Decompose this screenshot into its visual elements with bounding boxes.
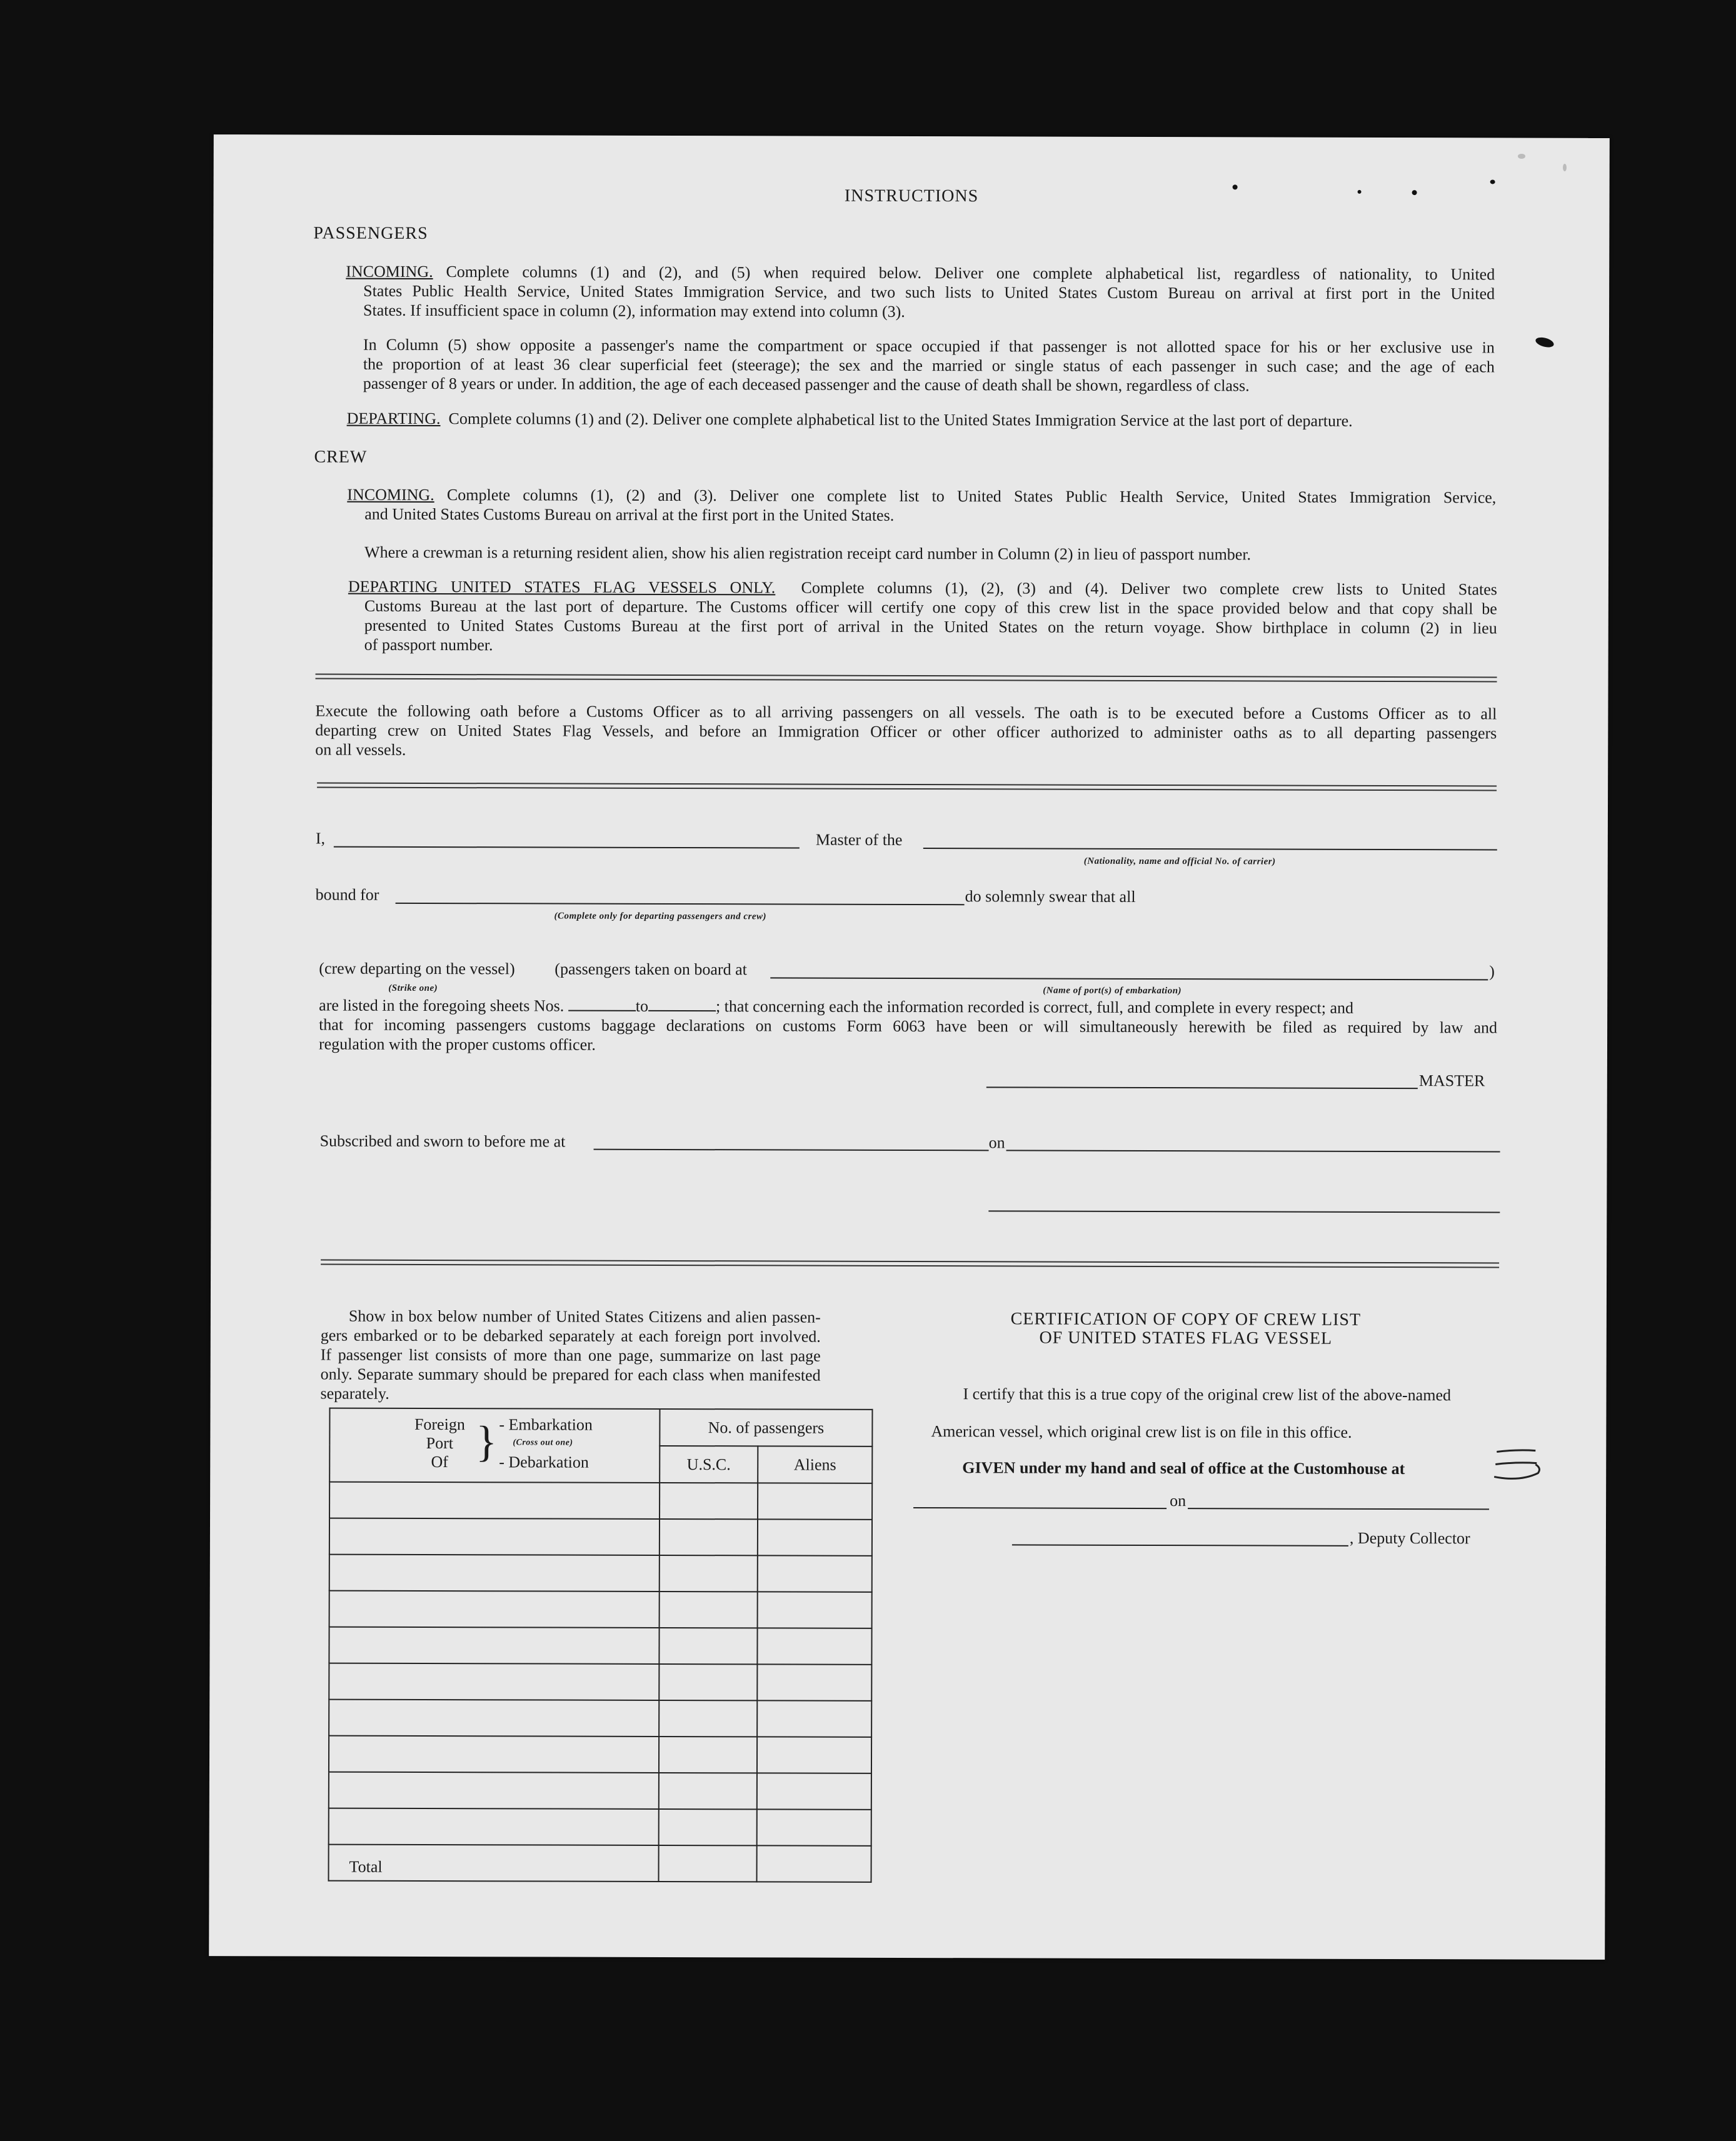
sworn-date-field[interactable] xyxy=(1006,1150,1500,1152)
bound-for-label: bound for xyxy=(315,885,379,904)
listed-to: to xyxy=(635,996,649,1015)
passenger-summary-table xyxy=(328,1408,873,1883)
passengers-departing xyxy=(347,409,1353,431)
aliens-cell[interactable] xyxy=(758,1592,872,1628)
usc-cell[interactable] xyxy=(659,1700,757,1737)
scan-specks xyxy=(214,134,1610,138)
crew-departing-line2: Customs Bureau at the last port of departure. The Customs officer will certify one copy of this crew list in the space provided below and that copy shall be xyxy=(364,596,1497,618)
divider xyxy=(317,783,1497,791)
crew-departing-line1 xyxy=(348,577,1497,599)
sheet-from-field[interactable] xyxy=(568,1010,636,1011)
officer-signature-field[interactable] xyxy=(988,1210,1500,1213)
certify-line3 xyxy=(962,1458,1405,1478)
usc-cell[interactable] xyxy=(659,1773,757,1809)
table-row xyxy=(329,1555,872,1592)
port-cell[interactable] xyxy=(329,1591,660,1628)
divider xyxy=(321,1260,1499,1268)
aliens-cell[interactable] xyxy=(757,1809,871,1845)
oath-instr-line2: departing crew on United States Flag Vessels, and before an Immigration Officer or other officer authorized to administer oaths as to all departing passengers xyxy=(315,721,1497,743)
text: Complete columns (1) and (2). Deliver one complete alphabetical list to the United States Immigration Service at the last port of departure. xyxy=(448,409,1353,430)
foreign-label: Foreign xyxy=(414,1415,465,1434)
aliens-cell[interactable] xyxy=(757,1737,871,1773)
customhouse-place-field[interactable] xyxy=(913,1507,1167,1509)
text: Complete columns (1), (2) and (3). Deliver one complete list to United States Public Health Service, United States Immigration Service, xyxy=(446,486,1497,507)
incoming-label: INCOMING. xyxy=(347,485,434,504)
deputy-signature-field[interactable] xyxy=(1012,1544,1348,1546)
listed-a: are listed in the foregoing sheets Nos. xyxy=(319,996,564,1015)
aliens-cell[interactable] xyxy=(758,1519,872,1555)
usc-cell[interactable] xyxy=(660,1483,758,1519)
total-label: Total xyxy=(329,1845,659,1882)
departing-label: DEPARTING. xyxy=(346,409,441,428)
on-label: on xyxy=(988,1133,1005,1152)
close-paren: ) xyxy=(1489,962,1495,981)
port-cell[interactable] xyxy=(329,1700,659,1737)
oath-instr-line3: on all vessels. xyxy=(315,740,406,759)
page-title: INSTRUCTIONS xyxy=(844,186,979,206)
handwritten-mark-icon xyxy=(1492,1445,1548,1489)
usc-cell[interactable] xyxy=(659,1809,757,1845)
crew-incoming-line2: and United States Customs Bureau on arrival at the first port in the United States. xyxy=(364,504,895,524)
usc-cell[interactable] xyxy=(660,1592,758,1628)
table-row xyxy=(329,1591,872,1628)
summary-note-line1: Show in box below number of United States Citizens and alien passen- xyxy=(348,1306,821,1326)
aliens-cell[interactable] xyxy=(757,1773,871,1809)
no-passengers-header: No. of passengers xyxy=(660,1409,872,1447)
column5-line1: In Column (5) show opposite a passenger's name the compartment or space occupied if that passenger is not allotted space for his or her exclusive use in xyxy=(363,335,1495,357)
crew-incoming-line1 xyxy=(347,485,1496,508)
crew-resident-alien: Where a crewman is a returning resident alien, show his alien registration receipt card number in Column (2) in lieu of passport number. xyxy=(364,543,1252,564)
embarkation-option: - Embarkation xyxy=(499,1415,593,1434)
aliens-total-cell[interactable] xyxy=(757,1845,871,1882)
table-row xyxy=(329,1518,872,1556)
oath-line2: that for incoming passengers customs baggage declarations on customs Form 6063 have been or will simultaneously herewith be filed as required by law and xyxy=(319,1015,1498,1037)
background-speck xyxy=(1518,154,1525,159)
divider xyxy=(316,674,1497,683)
port-header-cell xyxy=(329,1408,660,1483)
swear-label: do solemnly swear that all xyxy=(965,887,1136,906)
master-signature-field[interactable] xyxy=(986,1086,1418,1089)
carrier-caption: (Nationality, name and official No. of carrier) xyxy=(1083,856,1276,867)
table-row xyxy=(329,1700,871,1737)
crew-heading: CREW xyxy=(314,447,368,467)
summary-note-line3: If passenger list consists of more than one page, summarize on last page xyxy=(320,1345,821,1365)
port-label: Port xyxy=(426,1433,454,1453)
of-label: Of xyxy=(431,1452,449,1472)
bound-for-caption: (Complete only for departing passengers and crew) xyxy=(554,911,767,922)
port-cell[interactable] xyxy=(329,1482,660,1519)
table-row xyxy=(329,1772,871,1810)
certify-line2: American vessel, which original crew list is on file in this office. xyxy=(931,1422,1352,1442)
text: Complete columns (1) and (2), and (5) when required below. Deliver one complete alphabetical list, regardless of nationality, to United xyxy=(446,263,1495,284)
listed-b: ; that concerning each the information recorded is correct, full, and complete in every respect; and xyxy=(715,997,1354,1017)
port-cell[interactable] xyxy=(329,1555,660,1592)
usc-cell[interactable] xyxy=(659,1628,757,1664)
table-header-row xyxy=(329,1408,872,1447)
summary-note-line5: separately. xyxy=(320,1384,389,1403)
usc-header: U.S.C. xyxy=(660,1446,758,1483)
sworn-place-field[interactable] xyxy=(594,1149,989,1151)
port-cell[interactable] xyxy=(329,1772,659,1809)
ports-field[interactable] xyxy=(770,977,1488,980)
usc-cell[interactable] xyxy=(659,1664,757,1700)
crew-departing-line3: presented to United States Customs Bureau at the first port of arrival in the United States on the return voyage. Show birthplace in column (2) in lieu xyxy=(364,616,1497,638)
cert-on-label: on xyxy=(1170,1492,1187,1510)
listed-sheets-line xyxy=(319,996,1353,1018)
aliens-cell[interactable] xyxy=(758,1483,872,1519)
passengers-incoming-line3: States. If insufficient space in column (2), information may extend into column (3). xyxy=(363,301,905,321)
cross-out-caption: (Cross out one) xyxy=(513,1438,573,1448)
aliens-header: Aliens xyxy=(758,1446,872,1483)
table-total-row xyxy=(329,1845,871,1882)
master-name-field[interactable] xyxy=(334,846,800,849)
oath-i-label: I, xyxy=(315,829,326,848)
crew-departing-line4: of passport number. xyxy=(364,635,493,654)
departing-flag-label: DEPARTING UNITED STATES FLAG VESSELS ONLY. xyxy=(348,577,776,597)
passengers-incoming-line1 xyxy=(346,262,1495,284)
summary-note-line2: gers embarked or to be debarked separately at each foreign port involved. xyxy=(320,1326,821,1346)
usc-cell[interactable] xyxy=(660,1519,758,1555)
master-label: MASTER xyxy=(1418,1071,1485,1090)
carrier-field[interactable] xyxy=(923,848,1497,850)
passengers-taken-option: (passengers taken on board at xyxy=(554,960,747,979)
port-cell[interactable] xyxy=(329,1808,659,1845)
debarkation-option: - Debarkation xyxy=(499,1453,589,1472)
crew-departing-option: (crew departing on the vessel) xyxy=(319,959,515,978)
given-label: GIVEN under my hand and seal of office at the Customhouse at xyxy=(962,1458,1405,1478)
certification-title-2: OF UNITED STATES FLAG VESSEL xyxy=(1039,1328,1333,1348)
oath-line3: regulation with the proper customs officer. xyxy=(318,1035,596,1054)
bound-for-field[interactable] xyxy=(396,903,965,905)
master-of-the-label: Master of the xyxy=(815,830,903,849)
usc-cell[interactable] xyxy=(660,1555,758,1592)
table-row xyxy=(329,1482,872,1520)
subscribed-label: Subscribed and sworn to before me at xyxy=(319,1131,566,1151)
passengers-incoming-line2: States Public Health Service, United States Immigration Service, and two such lists to United States Custom Bureau on arrival at first port in the United xyxy=(363,281,1495,303)
port-cell[interactable] xyxy=(329,1663,659,1700)
deputy-collector-label: , Deputy Collector xyxy=(1349,1528,1470,1548)
strike-one-caption: (Strike one) xyxy=(388,983,438,994)
certify-date-field[interactable] xyxy=(1188,1508,1489,1510)
table-row xyxy=(329,1736,871,1773)
port-cell[interactable] xyxy=(329,1736,659,1773)
table-row xyxy=(329,1663,871,1701)
incoming-label: INCOMING. xyxy=(346,262,433,281)
summary-note-line4: only. Separate summary should be prepared for each class when manifested xyxy=(320,1365,821,1385)
text: Complete columns (1), (2), (3) and (4). Deliver two complete crew lists to United States xyxy=(801,578,1497,599)
certify-line1: I certify that this is a true copy of the original crew list of the above-named xyxy=(963,1385,1452,1405)
column5-line2: the proportion of at least 36 clear superficial feet (steerage); the sex and the married or single status of each passenger in such case; and the age of each xyxy=(363,354,1495,376)
certification-title-1: CERTIFICATION OF COPY OF CREW LIST xyxy=(1010,1309,1362,1330)
passengers-heading: PASSENGERS xyxy=(313,223,428,243)
usc-total-cell[interactable] xyxy=(659,1845,757,1882)
ports-caption: (Name of port(s) of embarkation) xyxy=(1043,985,1182,996)
oath-instr-line1: Execute the following oath before a Customs Officer as to all arriving passengers on all vessels. The oath is to be executed before a Customs Officer as to all xyxy=(315,701,1497,723)
sheet-to-field[interactable] xyxy=(648,1010,716,1011)
aliens-cell[interactable] xyxy=(757,1664,871,1700)
column5-line3: passenger of 8 years or under. In addition, the age of each deceased passenger and the cause of death shall be shown, regardless of class. xyxy=(363,374,1250,395)
port-cell[interactable] xyxy=(329,1518,660,1555)
table-row xyxy=(329,1808,871,1846)
form-page xyxy=(209,134,1610,1960)
table-row xyxy=(329,1627,871,1665)
brace-icon: } xyxy=(476,1418,498,1467)
background-speck xyxy=(1563,164,1567,171)
usc-cell[interactable] xyxy=(659,1737,757,1773)
aliens-cell[interactable] xyxy=(758,1555,872,1592)
aliens-cell[interactable] xyxy=(757,1628,871,1664)
port-cell[interactable] xyxy=(329,1627,659,1664)
aliens-cell[interactable] xyxy=(757,1700,871,1737)
